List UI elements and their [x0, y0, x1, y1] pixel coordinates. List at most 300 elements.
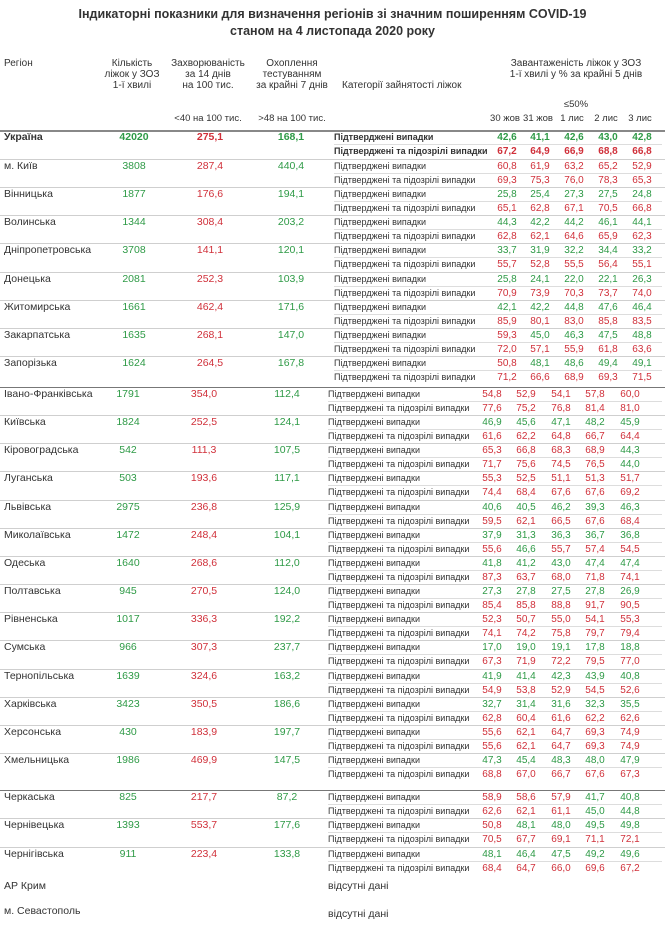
occupancy-value: 79,4: [620, 628, 640, 639]
confirmed-subrow: [328, 415, 662, 430]
occupancy-value: 81,4: [585, 403, 605, 414]
occupancy-value: 46,4: [516, 849, 536, 860]
occupancy-value: 48,8: [632, 330, 652, 341]
occupancy-value: 48,2: [585, 417, 605, 428]
occupancy-value: 70,9: [497, 288, 517, 299]
bed-category-label: Підтверджені випадки: [328, 727, 420, 737]
occupancy-value: 69,1: [551, 834, 571, 845]
occupancy-value: 62,1: [530, 231, 550, 242]
testing-value: 125,9: [273, 501, 301, 513]
occupancy-value: 71,2: [497, 372, 517, 383]
occupancy-value: 58,6: [516, 792, 536, 803]
occupancy-value: 47,5: [551, 849, 571, 860]
confirmed-subrow: [334, 215, 662, 230]
occupancy-value: 31,9: [530, 245, 550, 256]
occupancy-value: 51,3: [585, 473, 605, 484]
occupancy-value: 68,0: [551, 572, 571, 583]
occupancy-value: 85,8: [598, 316, 618, 327]
testing-value: 186,6: [273, 698, 301, 710]
occupancy-value: 31,4: [516, 699, 536, 710]
testing-value: 112,4: [274, 388, 300, 400]
occupancy-value: 49,6: [620, 849, 640, 860]
no-data-region-sevastopol: м. Севастополь: [4, 905, 81, 917]
incidence-value: 236,8: [190, 501, 218, 513]
occupancy-value: 35,5: [620, 699, 640, 710]
occupancy-value: 55,3: [482, 473, 502, 484]
occupancy-value: 44,8: [564, 302, 584, 313]
bed-category-label: Підтверджені та підозрілі випадки: [334, 146, 488, 156]
occupancy-value: 61,1: [551, 806, 571, 817]
bed-category-label: Підтверджені випадки: [328, 558, 420, 568]
confirmed-subrow: [328, 528, 662, 543]
occupancy-value: 80,1: [530, 316, 550, 327]
occupancy-threshold: ≤50%: [563, 99, 589, 110]
bed-category-label: Підтверджені випадки: [334, 358, 426, 368]
occupancy-value: 44,8: [620, 806, 640, 817]
occupancy-value: 74,9: [620, 727, 640, 738]
beds-value: 42020: [119, 131, 149, 143]
occupancy-value: 44,3: [620, 445, 640, 456]
bed-category-label: Підтверджені та підозрілі випадки: [334, 372, 476, 382]
occupancy-value: 55,6: [482, 741, 502, 752]
occupancy-value: 67,6: [585, 769, 605, 780]
occupancy-value: 55,7: [497, 259, 517, 270]
occupancy-value: 68,3: [551, 445, 571, 456]
occupancy-value: 22,0: [564, 274, 584, 285]
bed-category-label: Підтверджені випадки: [328, 586, 420, 596]
occupancy-value: 52,5: [516, 473, 536, 484]
incidence-value: 324,6: [190, 670, 218, 682]
occupancy-value: 85,8: [516, 600, 536, 611]
confirmed-subrow: [334, 300, 662, 315]
bed-category-label: Підтверджені випадки: [334, 161, 426, 171]
bed-category-label: Підтверджені та підозрілі випадки: [328, 516, 470, 526]
occupancy-value: 78,3: [598, 175, 618, 186]
region-name: Донецька: [4, 273, 51, 285]
bed-category-label: Підтверджені випадки: [328, 530, 420, 540]
occupancy-value: 39,3: [585, 502, 605, 513]
occupancy-value: 27,3: [564, 189, 584, 200]
occupancy-value: 54,5: [585, 685, 605, 696]
testing-value: 117,1: [274, 472, 300, 484]
occupancy-value: 44,3: [497, 217, 517, 228]
occupancy-value: 41,9: [482, 671, 502, 682]
beds-value: 1661: [122, 301, 146, 313]
occupancy-value: 48,3: [551, 755, 571, 766]
incidence-value: 308,4: [196, 216, 224, 228]
confirmed-subrow: [328, 725, 662, 740]
confirmed-subrow: [328, 847, 662, 862]
occupancy-value: 74,1: [620, 572, 640, 583]
occupancy-value: 63,2: [564, 161, 584, 172]
testing-value: 194,1: [277, 188, 305, 200]
beds-value: 1791: [116, 388, 140, 400]
occupancy-value: 62,1: [516, 741, 536, 752]
occupancy-value: 70,5: [598, 203, 618, 214]
occupancy-value: 67,1: [564, 203, 584, 214]
occupancy-value: 70,3: [564, 288, 584, 299]
suspected-subrow: [328, 429, 662, 444]
incidence-value: 193,6: [190, 472, 218, 484]
suspected-subrow: [328, 767, 662, 782]
occupancy-value: 41,7: [585, 792, 605, 803]
occupancy-value: 42,8: [632, 132, 652, 143]
header-occupancy: Завантаженість ліжок у ЗОЗ 1-ї хвилі у % за крайні 5 днів: [509, 58, 643, 80]
occupancy-value: 37,9: [482, 530, 502, 541]
suspected-subrow: [334, 144, 662, 159]
occupancy-value: 54,1: [585, 614, 605, 625]
testing-value: 133,8: [273, 848, 301, 860]
occupancy-value: 55,9: [564, 344, 584, 355]
testing-value: 177,6: [273, 819, 301, 831]
occupancy-value: 31,6: [551, 699, 571, 710]
occupancy-value: 87,3: [482, 572, 502, 583]
suspected-subrow: [328, 485, 662, 500]
occupancy-value: 26,9: [620, 586, 640, 597]
occupancy-value: 60,0: [620, 389, 640, 400]
confirmed-subrow: [334, 130, 662, 145]
occupancy-value: 40,8: [620, 671, 640, 682]
occupancy-value: 43,0: [551, 558, 571, 569]
occupancy-value: 48,0: [585, 755, 605, 766]
testing-value: 104,1: [273, 529, 301, 541]
bed-category-label: Підтверджені та підозрілі випадки: [328, 834, 470, 844]
incidence-value: 462,4: [196, 301, 224, 313]
beds-value: 1472: [116, 529, 140, 541]
occupancy-value: 55,7: [551, 544, 571, 555]
suspected-subrow: [328, 804, 662, 819]
suspected-subrow: [334, 229, 662, 244]
occupancy-value: 24,8: [632, 189, 652, 200]
occupancy-value: 59,3: [497, 330, 517, 341]
occupancy-value: 66,8: [632, 146, 652, 157]
occupancy-value: 60,8: [497, 161, 517, 172]
occupancy-value: 19,1: [551, 642, 571, 653]
region-name: Житомирська: [4, 301, 71, 313]
occupancy-value: 42,2: [530, 302, 550, 313]
occupancy-value: 42,3: [551, 671, 571, 682]
region-name: Тернопільська: [4, 670, 75, 682]
occupancy-value: 90,5: [620, 600, 640, 611]
beds-value: 1639: [116, 670, 140, 682]
region-name: Львівська: [4, 501, 52, 513]
occupancy-value: 66,7: [551, 769, 571, 780]
beds-value: 3423: [116, 698, 140, 710]
occupancy-value: 74,4: [482, 487, 502, 498]
bed-category-label: Підтверджені випадки: [328, 445, 420, 455]
occupancy-value: 41,1: [530, 132, 550, 143]
occupancy-value: 49,4: [598, 358, 618, 369]
occupancy-value: 52,8: [530, 259, 550, 270]
testing-value: 124,0: [273, 585, 301, 597]
occupancy-value: 47,4: [620, 558, 640, 569]
suspected-subrow: [328, 832, 662, 847]
occupancy-value: 45,9: [620, 417, 640, 428]
occupancy-value: 72,0: [497, 344, 517, 355]
bed-category-label: Підтверджені та підозрілі випадки: [328, 656, 470, 666]
occupancy-value: 65,3: [482, 445, 502, 456]
occupancy-value: 70,5: [482, 834, 502, 845]
beds-value: 966: [119, 641, 137, 653]
region-name: Одеська: [4, 557, 46, 569]
occupancy-value: 52,3: [482, 614, 502, 625]
region-name: Івано-Франківська: [4, 388, 93, 400]
beds-value: 542: [119, 444, 137, 456]
occupancy-value: 61,9: [530, 161, 550, 172]
occupancy-value: 45,0: [585, 806, 605, 817]
suspected-subrow: [334, 314, 662, 329]
beds-value: 1017: [116, 613, 140, 625]
beds-value: 1824: [116, 416, 140, 428]
bed-category-label: Підтверджені випадки: [334, 217, 426, 227]
occupancy-value: 55,0: [551, 614, 571, 625]
occupancy-value: 71,9: [516, 656, 536, 667]
occupancy-value: 85,9: [497, 316, 517, 327]
header-incidence: Захворюваність за 14 днів на 100 тис.: [171, 58, 245, 91]
suspected-subrow: [328, 739, 662, 754]
occupancy-value: 43,0: [598, 132, 618, 143]
occupancy-value: 69,3: [497, 175, 517, 186]
occupancy-value: 48,1: [482, 849, 502, 860]
occupancy-value: 47,1: [551, 417, 571, 428]
title-line-1: Індикаторні показники для визначення регіонів зі значним поширенням COVID-19: [78, 7, 587, 21]
occupancy-value: 42,1: [497, 302, 517, 313]
suspected-subrow: [334, 370, 662, 385]
suspected-subrow: [328, 861, 662, 876]
suspected-subrow: [328, 683, 662, 698]
occupancy-value: 44,2: [564, 217, 584, 228]
bed-category-label: Підтверджені випадки: [334, 302, 426, 312]
bed-category-label: Підтверджені випадки: [334, 189, 426, 199]
occupancy-value: 45,6: [516, 417, 536, 428]
occupancy-value: 25,4: [530, 189, 550, 200]
occupancy-value: 76,8: [551, 403, 571, 414]
occupancy-value: 52,6: [620, 685, 640, 696]
occupancy-value: 69,3: [585, 741, 605, 752]
occupancy-value: 64,4: [620, 431, 640, 442]
occupancy-value: 72,2: [551, 656, 571, 667]
bed-category-label: Підтверджені та підозрілі випадки: [328, 769, 470, 779]
incidence-value: 287,4: [196, 160, 224, 172]
bed-category-label: Підтверджені випадки: [328, 755, 420, 765]
occupancy-value: 47,5: [598, 330, 618, 341]
occupancy-value: 19,0: [516, 642, 536, 653]
beds-value: 430: [119, 726, 137, 738]
confirmed-subrow: [328, 584, 662, 599]
occupancy-value: 65,3: [632, 175, 652, 186]
occupancy-value: 62,8: [497, 231, 517, 242]
incidence-value: 248,4: [190, 529, 218, 541]
occupancy-value: 40,5: [516, 502, 536, 513]
beds-value: 3708: [122, 244, 146, 256]
no-data-region-crimea: АР Крим: [4, 880, 46, 892]
occupancy-value: 45,0: [530, 330, 550, 341]
occupancy-value: 79,7: [585, 628, 605, 639]
occupancy-value: 47,9: [620, 755, 640, 766]
confirmed-subrow: [328, 387, 662, 402]
occupancy-value: 49,8: [620, 820, 640, 831]
occupancy-value: 18,8: [620, 642, 640, 653]
occupancy-value: 64,8: [551, 431, 571, 442]
occupancy-value: 67,6: [585, 516, 605, 527]
occupancy-value: 61,8: [598, 344, 618, 355]
region-name: Чернігівська: [4, 848, 64, 860]
occupancy-value: 83,0: [564, 316, 584, 327]
incidence-value: 350,5: [190, 698, 218, 710]
bed-category-label: Підтверджені та підозрілі випадки: [328, 628, 470, 638]
beds-value: 3808: [122, 160, 146, 172]
occupancy-value: 71,1: [585, 834, 605, 845]
occupancy-value: 66,6: [530, 372, 550, 383]
occupancy-value: 51,7: [620, 473, 640, 484]
bed-category-label: Підтверджені випадки: [328, 699, 420, 709]
occupancy-value: 48,1: [516, 820, 536, 831]
bed-category-label: Підтверджені та підозрілі випадки: [328, 863, 470, 873]
region-name: Волинська: [4, 216, 56, 228]
testing-value: 103,9: [277, 273, 305, 285]
occupancy-value: 55,1: [632, 259, 652, 270]
occupancy-value: 41,2: [516, 558, 536, 569]
bed-category-label: Підтверджені випадки: [328, 502, 420, 512]
occupancy-value: 68,8: [598, 146, 618, 157]
occupancy-value: 65,2: [598, 161, 618, 172]
occupancy-value: 54,1: [551, 389, 571, 400]
occupancy-value: 57,4: [585, 544, 605, 555]
occupancy-value: 25,8: [497, 189, 517, 200]
occupancy-value: 49,1: [632, 358, 652, 369]
beds-value: 1344: [122, 216, 146, 228]
occupancy-value: 62,1: [516, 727, 536, 738]
occupancy-value: 64,6: [564, 231, 584, 242]
occupancy-value: 67,3: [620, 769, 640, 780]
occupancy-value: 55,5: [564, 259, 584, 270]
suspected-subrow: [328, 598, 662, 613]
occupancy-value: 48,1: [530, 358, 550, 369]
occupancy-value: 46,4: [632, 302, 652, 313]
occupancy-value: 47,4: [585, 558, 605, 569]
occupancy-value: 85,4: [482, 600, 502, 611]
occupancy-value: 69,6: [585, 863, 605, 874]
occupancy-value: 46,3: [620, 502, 640, 513]
occupancy-value: 55,6: [482, 544, 502, 555]
occupancy-value: 61,6: [482, 431, 502, 442]
occupancy-value: 81,0: [620, 403, 640, 414]
region-name: Харківська: [4, 698, 57, 710]
beds-value: 1986: [116, 754, 140, 766]
no-data-text-sevastopol: відсутні дані: [328, 908, 389, 920]
incidence-value: 469,9: [190, 754, 218, 766]
region-name: Кіровоградська: [4, 444, 79, 456]
beds-value: 825: [119, 791, 137, 803]
occupancy-value: 62,2: [585, 713, 605, 724]
occupancy-value: 64,7: [551, 727, 571, 738]
region-name: Чернівецька: [4, 819, 65, 831]
occupancy-value: 75,8: [551, 628, 571, 639]
bed-category-label: Підтверджені та підозрілі випадки: [334, 316, 476, 326]
region-name: Закарпатська: [4, 329, 71, 341]
header-region: Регіон: [4, 58, 33, 69]
region-name: Київська: [4, 416, 46, 428]
occupancy-value: 36,7: [585, 530, 605, 541]
occupancy-value: 45,4: [516, 755, 536, 766]
occupancy-value: 17,8: [585, 642, 605, 653]
occupancy-value: 73,7: [598, 288, 618, 299]
occupancy-value: 57,8: [585, 389, 605, 400]
testing-value: 171,6: [277, 301, 305, 313]
bed-category-label: Підтверджені та підозрілі випадки: [334, 344, 476, 354]
occupancy-value: 64,7: [516, 863, 536, 874]
day-header: 1 лис: [560, 113, 584, 124]
occupancy-value: 66,0: [551, 863, 571, 874]
occupancy-value: 66,8: [632, 203, 652, 214]
occupancy-value: 62,6: [620, 713, 640, 724]
occupancy-value: 43,9: [585, 671, 605, 682]
incidence-value: 176,6: [196, 188, 224, 200]
bed-category-label: Підтверджені та підозрілі випадки: [328, 459, 470, 469]
bed-category-label: Підтверджені випадки: [328, 849, 420, 859]
confirmed-subrow: [328, 443, 662, 458]
suspected-subrow: [334, 286, 662, 301]
occupancy-value: 67,6: [585, 487, 605, 498]
testing-value: 192,2: [273, 613, 301, 625]
occupancy-value: 33,2: [632, 245, 652, 256]
incidence-value: 336,3: [190, 613, 218, 625]
suspected-subrow: [328, 626, 662, 641]
beds-value: 1393: [116, 819, 140, 831]
incidence-value: 307,3: [190, 641, 218, 653]
occupancy-value: 50,8: [482, 820, 502, 831]
incidence-value: 111,3: [191, 444, 217, 456]
incidence-value: 268,6: [190, 557, 218, 569]
occupancy-value: 32,7: [482, 699, 502, 710]
header-testing: Охоплення тестуванням за крайні 7 днів: [256, 58, 328, 91]
occupancy-value: 42,2: [530, 217, 550, 228]
occupancy-value: 68,9: [585, 445, 605, 456]
occupancy-value: 27,5: [551, 586, 571, 597]
occupancy-value: 67,7: [516, 834, 536, 845]
occupancy-value: 91,7: [585, 600, 605, 611]
occupancy-value: 40,8: [620, 792, 640, 803]
bed-category-label: Підтверджені випадки: [328, 642, 420, 652]
bed-category-label: Підтверджені випадки: [328, 820, 420, 830]
header-category: Категорії зайнятості ліжок: [342, 80, 462, 91]
bed-category-label: Підтверджені та підозрілі випадки: [328, 600, 470, 610]
occupancy-value: 72,1: [620, 834, 640, 845]
occupancy-value: 44,1: [632, 217, 652, 228]
testing-value: 237,7: [273, 641, 301, 653]
region-name: Вінницька: [4, 188, 53, 200]
testing-value: 440,4: [277, 160, 305, 172]
incidence-value: 275,1: [196, 131, 224, 143]
occupancy-value: 62,6: [482, 806, 502, 817]
occupancy-value: 49,2: [585, 849, 605, 860]
occupancy-value: 76,5: [585, 459, 605, 470]
suspected-subrow: [328, 711, 662, 726]
occupancy-value: 62,8: [482, 713, 502, 724]
occupancy-value: 54,9: [482, 685, 502, 696]
suspected-subrow: [328, 401, 662, 416]
bed-category-label: Підтверджені та підозрілі випадки: [334, 175, 476, 185]
occupancy-value: 56,4: [598, 259, 618, 270]
occupancy-value: 74,0: [632, 288, 652, 299]
occupancy-value: 32,3: [585, 699, 605, 710]
confirmed-subrow: [328, 556, 662, 571]
bed-category-label: Підтверджені випадки: [328, 389, 420, 399]
occupancy-value: 46,2: [551, 502, 571, 513]
beds-value: 2081: [122, 273, 146, 285]
bed-category-label: Підтверджені та підозрілі випадки: [328, 572, 470, 582]
testing-threshold: >48 на 100 тис.: [258, 113, 326, 124]
